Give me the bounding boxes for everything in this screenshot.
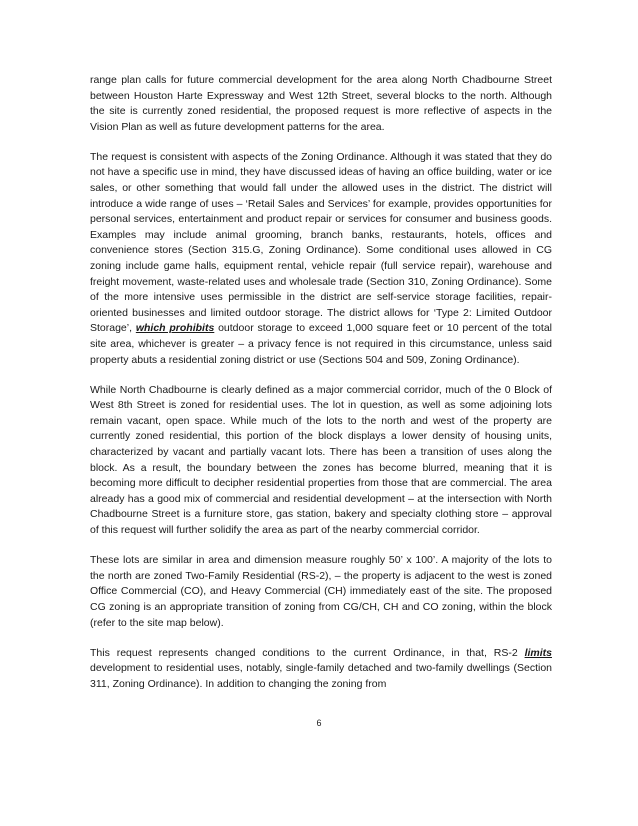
paragraph-text: This request represents changed conditions to the current Ordinance, in that, RS-2 <box>90 646 525 659</box>
emphasis-limits: limits <box>524 646 552 659</box>
paragraph-text: These lots are similar in area and dimension measure roughly 50’ x 100’. A majority of the lots to the north are zoned Two-Family Residential (RS-2), – the property is adjacent to the west is zoned Office Commercial (CO), and Heavy Commercial (CH) immediately east of the site. The proposed CG zoning is an appropriate transition of zoning from CG/CH, CH and CO zoning, within the block (refer to the site map below). <box>90 554 552 629</box>
document-body <box>90 73 552 707</box>
page-number: 6 <box>316 718 322 728</box>
paragraph-text: outdoor storage to exceed 1,000 square feet or 10 percent of the total site area, whichever is greater – a privacy fence is not required in this circumstance, unless said property abuts a residential zoning district or use (Sections 504 and 509, Zoning Ordinance). <box>90 322 552 366</box>
paragraph-north-chadbourne <box>90 383 552 539</box>
paragraph-changed-conditions <box>90 646 552 693</box>
paragraph-text: range plan calls for future commercial development for the area along North Chadbourne Street between Houston Harte Expressway and West 12th Street, several blocks to the north. Although the site is currently zoned residential, the proposed request is more reflective of aspects in the Vision Plan as well as future development patterns for the area. <box>90 74 552 133</box>
paragraph-zoning-ordinance <box>90 150 552 368</box>
paragraph-vision-plan <box>90 73 552 135</box>
emphasis-which-prohibits: which prohibits <box>135 322 215 335</box>
paragraph-text: development to residential uses, notably, single-family detached and two-family dwellings (Section 311, Zoning Ordinance). In addition to changing the zoning from <box>90 662 552 690</box>
paragraph-lot-dimensions <box>90 553 552 631</box>
paragraph-text: The request is consistent with aspects of the Zoning Ordinance. Although it was stated that they do not have a specific use in mind, they have discussed ideas of having an office building, water or ice sales, or other something that would fall under the allowed uses in the district. The district will introduce a wide range of uses – ‘Retail Sales and Services’ for example, provides opportunities for personal services, entertainment and product repair or services for consumer and business goods. Examples may include animal grooming, branch banks, restaurants, hotels, offices and convenience stores (Section 315.G, Zoning Ordinance). Some conditional uses allowed in CG zoning include game halls, equipment rental, vehicle repair (full service repair), warehouse and freight movement, waste-related uses and wholesale trade (Section 310, Zoning Ordinance). Some of the more intensive uses permissible in the district are self-service storage facilities, repair-oriented businesses and limited outdoor storage. The district allows for ‘Type 2: Limited Outdoor Storage’, <box>90 150 552 335</box>
paragraph-text: While North Chadbourne is clearly defined as a major commercial corridor, much of the 0 Block of West 8th Street is zoned for residential uses. The lot in question, as well as some adjoining lots remain vacant, open space. While much of the lots to the north and west of the property are currently zoned residential, this portion of the block displays a lower density of housing units, characterized by vacant and partially vacant lots. There has been a transition of uses along the block. As a result, the boundary between the zones has become blurred, meaning that it is becoming more difficult to decipher residential properties from those that are commercial. The area already has a good mix of commercial and residential development – at the intersection with North Chadbourne Street is a furniture store, gas station, bakery and specialty clothing store – approval of this request will further solidify the area as part of the nearby commercial corridor. <box>90 383 552 537</box>
